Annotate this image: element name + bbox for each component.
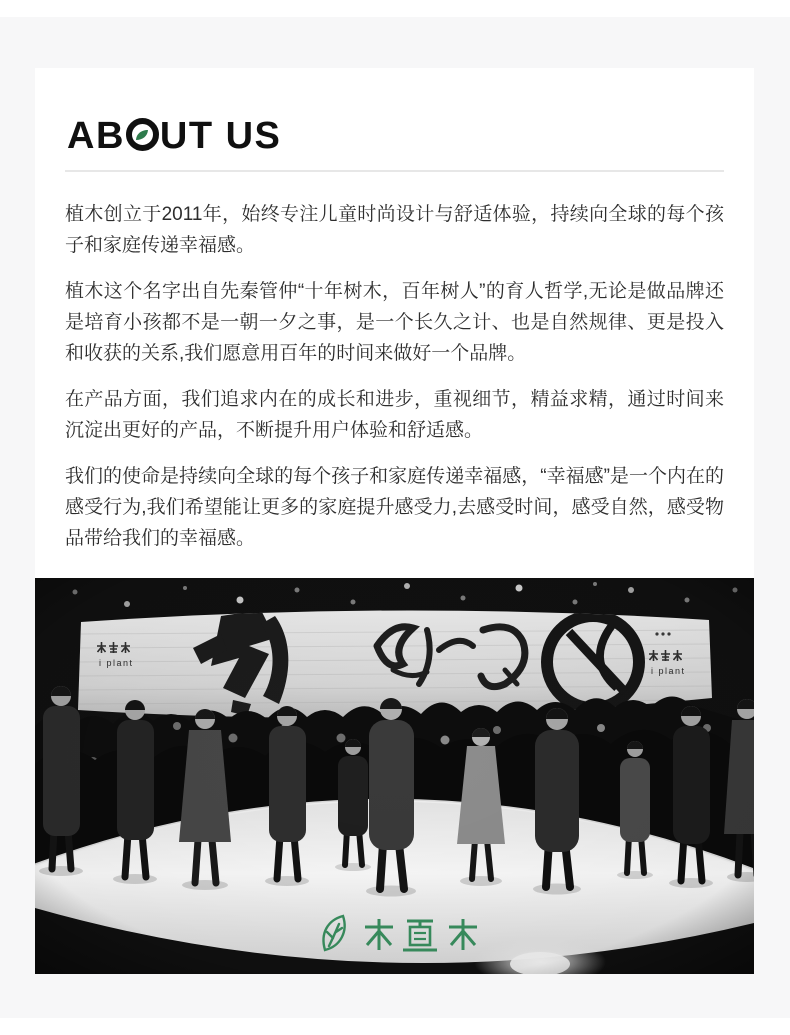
- page-background: [0, 17, 790, 1018]
- about-text-section: [35, 68, 754, 578]
- title-divider: [65, 170, 724, 172]
- about-card: [35, 68, 754, 974]
- about-paragraph: 植木这个名字出自先秦管仲“十年树木，百年树人”的育人哲学,无论是做品牌还是培育小孩都不是一朝一夕之事，是一个长久之计、也是自然规律、更是投入和收获的关系,我们愿意用百年的时间来做好一个品牌。: [65, 281, 724, 364]
- about-paragraph: 植木创立于2011年，始终专注儿童时尚设计与舒适体验，持续向全球的每个孩子和家庭传递幸福感。: [65, 204, 724, 256]
- title-prefix: AB: [67, 115, 125, 157]
- fashion-show-photo: [35, 578, 754, 974]
- photo-vignette: [35, 578, 754, 974]
- page-title: [67, 115, 724, 157]
- about-paragraph: 我们的使命是持续向全球的每个孩子和家庭传递幸福感，“幸福感”是一个内在的感受行为,我们希望能让更多的家庭提升感受力,去感受时间，感受自然，感受物品带给我们的幸福感。: [65, 466, 724, 549]
- leaf-o-icon: [126, 118, 159, 151]
- title-suffix: UT US: [159, 115, 282, 157]
- about-paragraph: 在产品方面，我们追求内在的成长和进步，重视细节，精益求精，通过时间来沉淀出更好的产品，不断提升用户体验和舒适感。: [65, 389, 724, 441]
